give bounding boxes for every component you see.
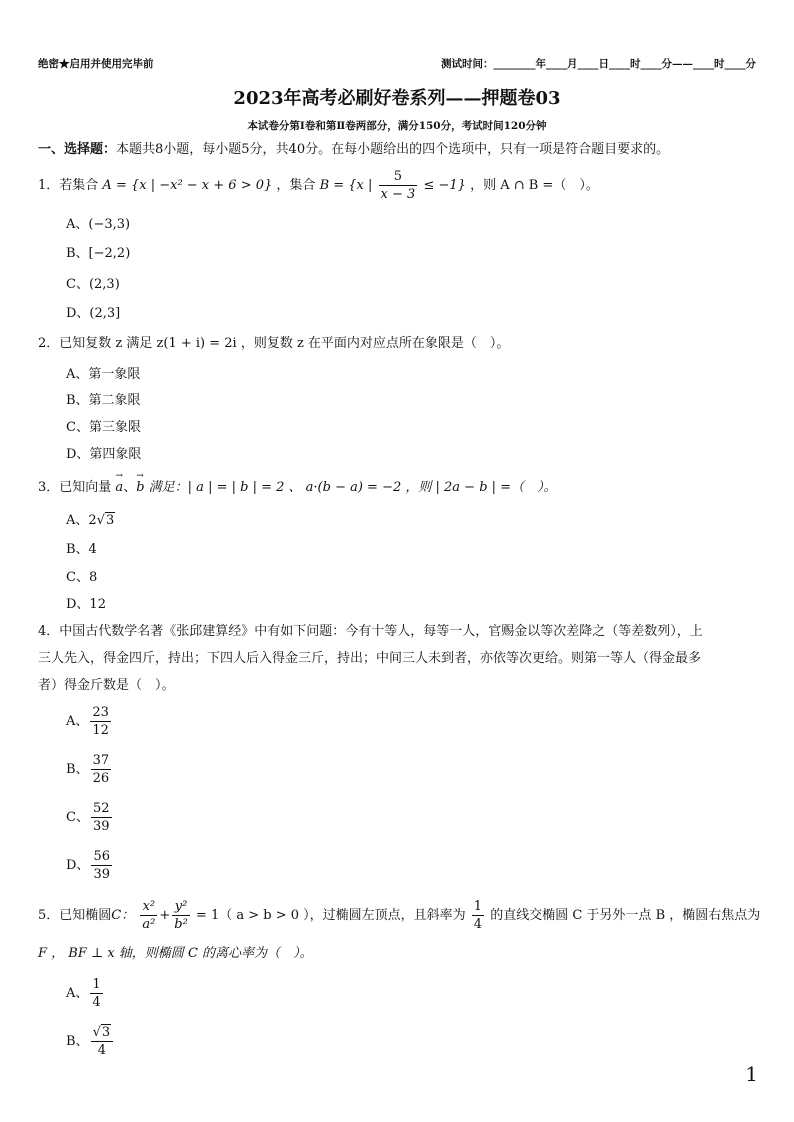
page-title: 2023年高考必刷好卷系列——押题卷03: [233, 88, 561, 109]
page-subtitle: 本试卷分第Ⅰ卷和第Ⅱ卷两部分，满分150分，考试时间120分钟: [247, 120, 547, 132]
vector-b: → b: [136, 474, 144, 501]
q1-option-b: B、[−2,2): [66, 246, 131, 261]
q1-option-d: D、(2,3]: [66, 306, 121, 321]
header-bar: [38, 56, 756, 74]
question-1: 1．若集合 A = {x | −x² − x + 6 > 0} ，集合 B = {x | $\frac{5}{x - 3}$ ≤ −1} ，则 A ∩ B =（ ）。: [38, 169, 599, 202]
question-3: 3．已知向量 → a、→ b 满足：| a | = | b | = 2 、 a·(b − a) = −2 ，则 | 2a − b | =（ ）。: [38, 474, 764, 501]
q4-option-a: A、 $\frac{23}{12}$: [66, 705, 109, 738]
page-number: 1: [745, 1062, 758, 1086]
q2-option-d: D、第四象限: [66, 447, 142, 462]
q2-option-b: B、第二象限: [66, 393, 141, 408]
q3-option-b: B、4: [66, 542, 97, 557]
test-time-field: 测试时间：________年____月____日____时____分——____时____分: [441, 58, 756, 70]
question-2: 2．已知复数 z 满足 z(1 + i) = 2i ，则复数 z 在平面内对应点所在象限是（ ）。: [38, 336, 510, 351]
question-4: 4．中国古代数学名著《张邱建算经》中有如下问题：今有十等人，每等一人，官赐金以等次差降之（等差数列），上 三人先入，得金四斤，持出；下四人后入得金三斤，持出；中间三人未到者，亦依等次更给。则第一等人（得金最多 者）得金斤数是（ ）。: [38, 624, 703, 693]
q5-option-a: A、 $\frac{1}{4}$: [66, 977, 101, 1010]
q1-option-c: C、(2,3): [66, 277, 120, 292]
q4-option-b: B、 $\frac{37}{26}$: [66, 753, 110, 786]
q4-option-d: D、 $\frac{56}{39}$: [66, 849, 110, 882]
sqrt-symbol: √3: [92, 1025, 111, 1040]
question-5: 5．已知椭圆C： $\frac{\text{x²}}{\text{a²}}$ + $\frac{\text{y²}}{\text{b²}}$ = 1（ a > b > 0 ），过椭圆左顶点，且斜率为 $\frac{1}{4}$ 的直线交椭圆 C 于另外一点 B ，椭圆右焦点为: [38, 899, 761, 932]
sqrt-symbol: √3: [96, 513, 115, 528]
q3-option-d: D、12: [66, 597, 106, 612]
set-a: A = {x | −x² − x + 6 > 0}: [102, 178, 273, 193]
q2-option-c: C、第三象限: [66, 420, 141, 435]
fraction: $\frac{5}{x - 3}$: [380, 169, 416, 202]
confidential-notice: 绝密★启用并使用完毕前: [38, 58, 154, 70]
q3-option-c: C、8: [66, 570, 98, 585]
q5-option-b: B、 $\frac{√3}{4}$: [66, 1024, 115, 1059]
q3-option-a: A、2√3: [66, 513, 115, 528]
q2-option-a: A、第一象限: [66, 367, 141, 382]
q4-option-c: C、 $\frac{52}{39}$: [66, 801, 110, 834]
section-label: 一、选择题：: [38, 142, 117, 157]
section-text: 本题共8小题，每小题5分，共40分。在每小题给出的四个选项中，只有一项是符合题目要求的。: [116, 142, 670, 157]
vector-a: → a: [115, 474, 123, 501]
q1-option-a: A、(−3,3): [66, 217, 131, 232]
section-instructions: [38, 141, 764, 159]
question-5-line-2: F ， BF ⊥ x 轴，则椭圆 C 的离心率为（ ）。: [38, 946, 313, 961]
